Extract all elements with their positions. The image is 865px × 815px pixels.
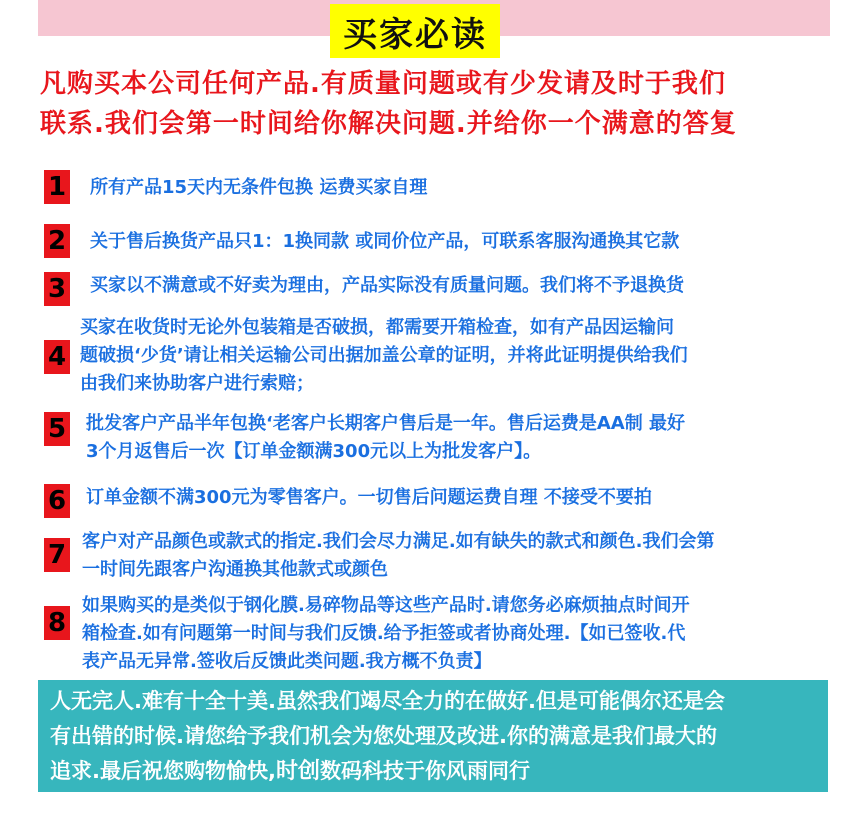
rule-number-badge: 1 bbox=[44, 170, 70, 204]
rule-text bbox=[90, 272, 844, 300]
rule-text-line: 所有产品15天内无条件包换 运费买家自理 bbox=[90, 177, 428, 198]
rule-text bbox=[90, 174, 844, 202]
rule-text bbox=[86, 410, 844, 466]
rule-number-badge: 8 bbox=[44, 606, 70, 640]
title-highlight-box bbox=[330, 4, 500, 58]
page-title: 买家必读 bbox=[343, 14, 487, 55]
rule-text bbox=[82, 592, 844, 676]
footer-message-box bbox=[38, 680, 828, 792]
rule-number-badge: 3 bbox=[44, 272, 70, 306]
rule-text-line: 客户对产品颜色或款式的指定.我们会尽力满足.如有缺失的款式和颜色.我们会第 bbox=[82, 531, 715, 552]
rule-text-line: 关于售后换货产品只1：1换同款 或同价位产品，可联系客服沟通换其它款 bbox=[90, 231, 680, 252]
intro-notice bbox=[40, 64, 840, 144]
rule-text bbox=[86, 484, 844, 512]
intro-line-1: 凡购买本公司任何产品.有质量问题或有少发请及时于我们 bbox=[40, 69, 726, 99]
rule-number-badge: 4 bbox=[44, 340, 70, 374]
rule-text-line: 批发客户产品半年包换‘老客户长期客户售后是一年。售后运费是AA制 最好 bbox=[86, 413, 685, 434]
rule-text-line: 3个月返售后一次【订单金额满300元以上为批发客户】。 bbox=[86, 441, 542, 462]
rule-text bbox=[82, 528, 844, 584]
rule-text-line: 由我们来协助客户进行索赔； bbox=[80, 373, 314, 394]
rule-text-line: 买家在收货时无论外包装箱是否破损，都需要开箱检查，如有产品因运输问 bbox=[80, 317, 674, 338]
rule-text-line: 订单金额不满300元为零售客户。一切售后问题运费自理 不接受不要拍 bbox=[86, 487, 652, 508]
footer-line-3-suffix: 数码科技于你风雨同行 bbox=[319, 759, 530, 783]
rule-number-badge: 6 bbox=[44, 484, 70, 518]
footer-line-3-prefix: 追求.最后祝您购物愉快, bbox=[50, 759, 276, 783]
rule-text bbox=[80, 314, 844, 398]
rule-text-line: 箱检查.如有问题第一时间与我们反馈.给予拒签或者协商处理.【如已签收.代 bbox=[82, 623, 686, 644]
footer-line-1: 人无完人.难有十全十美.虽然我们竭尽全力的在做好.但是可能偶尔还是会 bbox=[50, 689, 725, 713]
rule-text-line: 如果购买的是类似于钢化膜.易碎物品等这些产品时.请您务必麻烦抽点时间开 bbox=[82, 595, 690, 616]
rule-text bbox=[90, 228, 844, 256]
rule-number-badge: 5 bbox=[44, 412, 70, 446]
intro-line-2: 联系.我们会第一时间给你解决问题.并给你一个满意的答复 bbox=[40, 109, 737, 139]
rule-number-badge: 7 bbox=[44, 538, 70, 572]
rule-text-line: 一时间先跟客户沟通换其他款式或颜色 bbox=[82, 559, 388, 580]
footer-line-3 bbox=[50, 754, 828, 789]
rule-text-line: 买家以不满意或不好卖为理由，产品实际没有质量问题。我们将不予退换货 bbox=[90, 275, 684, 296]
footer-line-2: 有出错的时候.请您给予我们机会为您处理及改进.你的满意是我们最大的 bbox=[50, 724, 717, 748]
rule-text-line: 表产品无异常.签收后反馈此类问题.我方概不负责】 bbox=[82, 651, 492, 672]
brand-name: 时创 bbox=[275, 759, 320, 784]
rule-number-badge: 2 bbox=[44, 224, 70, 258]
rule-text-line: 题破损‘少货’请让相关运输公司出据加盖公章的证明，并将此证明提供给我们 bbox=[80, 345, 688, 366]
